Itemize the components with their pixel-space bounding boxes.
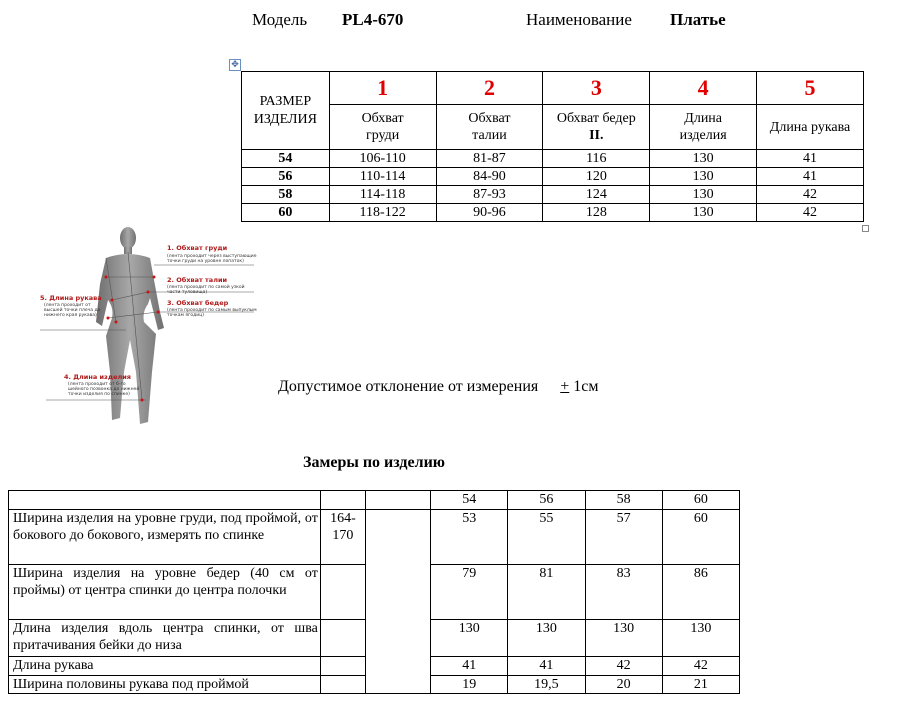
table-cell: 130 — [650, 204, 757, 222]
measurements-title: Замеры по изделию — [303, 454, 446, 471]
table-resize-handle[interactable] — [862, 225, 869, 232]
tolerance-sign: + — [560, 378, 570, 395]
measurement-description: Ширина половины рукава под проймой — [9, 676, 321, 694]
note-hips: (лента проходит по самым выпуклым — [167, 308, 257, 313]
tolerance-value: 1см — [573, 378, 599, 395]
table-row — [242, 204, 864, 222]
table-row — [242, 150, 864, 168]
model-label: Модель — [252, 10, 308, 29]
table-cell: 42 — [757, 204, 864, 222]
table-cell: 130 — [662, 620, 739, 657]
table-cell: 81 — [508, 565, 585, 620]
table-cell: 130 — [650, 168, 757, 186]
table-cell — [320, 620, 365, 657]
note-hips: точкам ягодиц) — [167, 313, 205, 318]
height-cell: 164-170 — [320, 510, 365, 565]
measurement-description: Ширина изделия на уровне груди, под проймой, от бокового до бокового, измерять по спинке — [9, 510, 321, 565]
table-cell: 130 — [585, 620, 662, 657]
table-cell — [365, 491, 430, 510]
table-cell: 124 — [543, 186, 650, 204]
label-waist: 2. Обхват талии — [167, 276, 228, 284]
table-move-handle-icon[interactable]: ✥ — [229, 59, 241, 71]
column-header-hips: Обхват бедер II. — [543, 105, 650, 150]
table-row — [242, 168, 864, 186]
table-cell: 42 — [757, 186, 864, 204]
table-cell: 116 — [543, 150, 650, 168]
table-cell: 110-114 — [329, 168, 436, 186]
name-label: Наименование — [526, 10, 632, 29]
table-cell: 42 — [585, 657, 662, 676]
size-table — [241, 71, 864, 222]
note-sleeve: (лента проходит от — [44, 303, 91, 308]
table-cell — [320, 657, 365, 676]
note-chest: (лента проходит через выступающие — [167, 254, 257, 259]
column-number: 4 — [650, 72, 757, 105]
table-cell — [320, 491, 365, 510]
table-cell: 130 — [508, 620, 585, 657]
table-cell: 41 — [757, 150, 864, 168]
table-cell: 79 — [431, 565, 508, 620]
column-number: 1 — [329, 72, 436, 105]
label-sleeve: 5. Длина рукава — [40, 294, 102, 302]
size-header: РАЗМЕР ИЗДЕЛИЯ — [242, 72, 330, 150]
table-cell: 130 — [650, 186, 757, 204]
model-value: PL4-670 — [342, 10, 404, 29]
table-cell: 42 — [662, 657, 739, 676]
table-cell: 21 — [662, 676, 739, 694]
note-length: шейного позвонка до нижней — [68, 387, 140, 392]
table-cell: 87-93 — [436, 186, 543, 204]
column-header-sleeve: Длина рукава — [757, 105, 864, 150]
measurement-description: Длина изделия вдоль центра спинки, от шва притачивания бейки до низа — [9, 620, 321, 657]
size-header-cell: 56 — [508, 491, 585, 510]
table-cell: 53 — [431, 510, 508, 565]
table-cell: 81-87 — [436, 150, 543, 168]
table-cell: 130 — [431, 620, 508, 657]
column-number: 5 — [757, 72, 864, 105]
label-length: 4. Длина изделия — [64, 373, 131, 381]
label-chest: 1. Обхват груди — [167, 244, 228, 252]
table-cell: 41 — [757, 168, 864, 186]
note-length: (лента проходит от 6-го — [68, 382, 126, 387]
table-cell: 60 — [662, 510, 739, 565]
note-length: точки изделия по спинке) — [68, 392, 130, 397]
tolerance-text: Допустимое отклонение от измерения — [278, 378, 539, 395]
size-cell: 60 — [242, 204, 330, 222]
table-cell — [365, 510, 430, 694]
table-cell: 120 — [543, 168, 650, 186]
table-cell: 19 — [431, 676, 508, 694]
note-sleeve: нижнего края рукава) — [44, 313, 97, 318]
measurement-figure — [36, 222, 268, 430]
measurement-description: Ширина изделия на уровне бедер (40 см от проймы) от центра спинки до центра полочки — [9, 565, 321, 620]
size-header-cell: 58 — [585, 491, 662, 510]
measurements-table — [8, 490, 740, 694]
note-waist: (лента проходит по самой узкой — [167, 285, 245, 290]
size-cell: 54 — [242, 150, 330, 168]
table-cell — [320, 565, 365, 620]
table-cell: 57 — [585, 510, 662, 565]
column-number: 2 — [436, 72, 543, 105]
size-cell: 56 — [242, 168, 330, 186]
table-row — [242, 186, 864, 204]
note-sleeve: высшей точки плеча до — [44, 308, 101, 313]
table-cell: 106-110 — [329, 150, 436, 168]
table-cell: 118-122 — [329, 204, 436, 222]
column-header-length: Длина изделия — [650, 105, 757, 150]
size-cell: 58 — [242, 186, 330, 204]
table-cell: 55 — [508, 510, 585, 565]
table-cell — [9, 491, 321, 510]
table-cell: 86 — [662, 565, 739, 620]
table-cell: 41 — [508, 657, 585, 676]
table-row — [9, 510, 740, 565]
table-cell: 84-90 — [436, 168, 543, 186]
column-header-waist: Обхват талии — [436, 105, 543, 150]
measurement-description: Длина рукава — [9, 657, 321, 676]
column-header-chest: Обхват груди — [329, 105, 436, 150]
table-cell: 128 — [543, 204, 650, 222]
table-cell: 114-118 — [329, 186, 436, 204]
note-waist: части туловища) — [167, 290, 208, 295]
table-cell — [320, 676, 365, 694]
note-chest: точки груди на уровне лопаток) — [167, 259, 244, 264]
size-header-cell: 54 — [431, 491, 508, 510]
table-cell: 90-96 — [436, 204, 543, 222]
table-cell: 19,5 — [508, 676, 585, 694]
label-hips: 3. Обхват бедер — [167, 299, 229, 307]
column-number: 3 — [543, 72, 650, 105]
size-header-cell: 60 — [662, 491, 739, 510]
tolerance-line — [278, 378, 599, 396]
table-cell: 41 — [431, 657, 508, 676]
table-cell: 83 — [585, 565, 662, 620]
table-cell: 20 — [585, 676, 662, 694]
table-cell: 130 — [650, 150, 757, 168]
name-value: Платье — [670, 10, 726, 29]
